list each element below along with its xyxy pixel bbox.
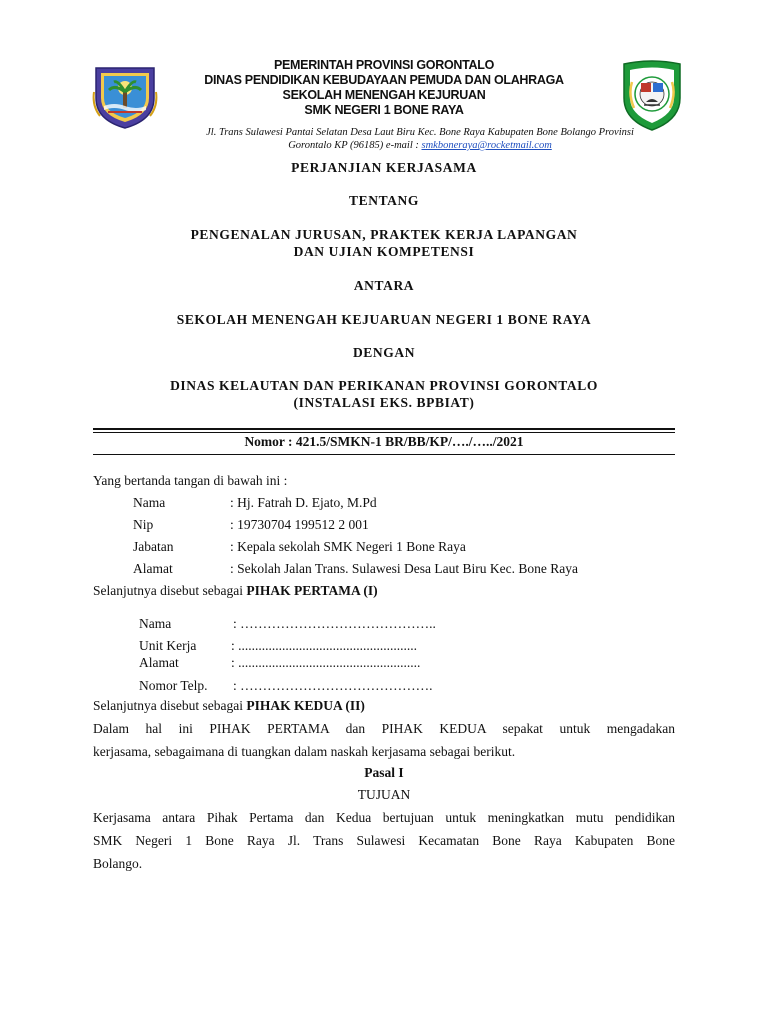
subject-line-1: PENGENALAN JURUSAN, PRAKTEK KERJA LAPANGAN: [190, 227, 578, 242]
second-party-unit-label: Unit Kerja: [139, 638, 197, 653]
article-line-3: Bolango.: [93, 856, 143, 871]
second-party-phone-value: : …………………………………….: [233, 678, 433, 693]
address-line-1: Jl. Trans Sulawesi Pantai Selatan Desa Laut Biru Kec. Bone Raya Kabupaten Bone Bolango Provinsi: [206, 127, 634, 138]
second-party-address-value: : ......................................................: [231, 655, 421, 670]
article-line-1: Kerjasama antara Pihak Pertama dan Kedua bertujuan untuk meningkatkan mutu pendidikan: [93, 810, 675, 825]
letterhead-line-4: SMK NEGERI 1 BONE RAYA: [304, 103, 464, 117]
letterhead: [170, 58, 598, 118]
first-party-name-label: Nama: [133, 495, 166, 510]
letterhead-line-1: PEMERINTAH PROVINSI GORONTALO: [273, 58, 494, 72]
email-link[interactable]: smkboneraya@rocketmail.com: [421, 140, 552, 151]
first-party-caption-prefix: Selanjutnya disebut sebagai: [93, 583, 247, 598]
first-party-nip-value: : 19730704 199512 2 001: [230, 517, 369, 532]
letterhead-line-2: DINAS PENDIDIKAN KEBUDAYAAN PEMUDA DAN OLAHRAGA: [204, 73, 564, 87]
first-party-caption-bold: PIHAK PERTAMA (I): [246, 583, 378, 598]
first-party-position-value: : Kepala sekolah SMK Negeri 1 Bone Raya: [230, 539, 466, 554]
first-party-address-label: Alamat: [133, 561, 173, 576]
first-party-nip-label: Nip: [133, 517, 154, 532]
agreement-line-1: Dalam hal ini PIHAK PERTAMA dan PIHAK KEDUA sepakat untuk mengadakan: [93, 721, 675, 736]
tentang-heading: TENTANG: [349, 193, 419, 208]
address-line-2-prefix: Gorontalo KP (96185) e-mail :: [288, 140, 422, 151]
second-party-name-label: Nama: [139, 616, 172, 631]
second-party-caption-bold: PIHAK KEDUA (II): [246, 698, 365, 713]
first-party-name-value: : Hj. Fatrah D. Ejato, M.Pd: [230, 495, 377, 510]
intro-text: Yang bertanda tangan di bawah ini :: [93, 473, 288, 488]
first-party-position-label: Jabatan: [133, 539, 174, 554]
dengan-heading: DENGAN: [352, 345, 416, 360]
first-party-institution: SEKOLAH MENENGAH KEJUARUAN NEGERI 1 BONE RAYA: [176, 312, 592, 327]
document-number: Nomor : 421.5/SMKN-1 BR/BB/KP/…./…../2021: [244, 434, 524, 449]
second-party-name-value: : ……………………………………..: [233, 616, 436, 631]
school-emblem: [616, 58, 688, 132]
second-party-phone-label: Nomor Telp.: [139, 678, 208, 693]
first-party-caption: [93, 583, 378, 599]
article-line-2: SMK Negeri 1 Bone Raya Jl. Trans Sulawesi Kecamatan Bone Raya Kabupaten Bone: [93, 833, 675, 848]
agreement-line-2: kerjasama, sebagaimana di tuangkan dalam naskah kerjasama sebagai berikut.: [93, 744, 516, 759]
second-party-unit-value: : .....................................................: [231, 638, 418, 653]
article-title: Pasal I: [364, 765, 404, 780]
antara-heading: ANTARA: [353, 278, 415, 293]
first-party-address-value: : Sekolah Jalan Trans. Sulawesi Desa Laut Biru Kec. Bone Raya: [230, 561, 578, 576]
letterhead-address: [180, 126, 660, 152]
divider-thin: [93, 432, 675, 433]
second-party-caption-prefix: Selanjutnya disebut sebagai: [93, 698, 247, 713]
gorontalo-province-emblem: [90, 62, 160, 130]
second-party-institution-line-1: DINAS KELAUTAN DAN PERIKANAN PROVINSI GORONTALO: [170, 378, 598, 393]
second-party-caption: [93, 698, 365, 714]
article-subtitle: TUJUAN: [357, 787, 411, 802]
document-heading: PERJANJIAN KERJASAMA: [291, 160, 477, 175]
letterhead-line-3: SEKOLAH MENENGAH KEJURUAN: [282, 88, 486, 102]
divider-under-number: [93, 454, 675, 455]
address-line-2: [180, 139, 660, 152]
divider-thick: [93, 428, 675, 430]
subject-line-2: DAN UJIAN KOMPETENSI: [293, 244, 475, 259]
second-party-institution-line-2: (INSTALASI EKS. BPBIAT): [293, 395, 475, 410]
second-party-address-label: Alamat: [139, 655, 179, 670]
